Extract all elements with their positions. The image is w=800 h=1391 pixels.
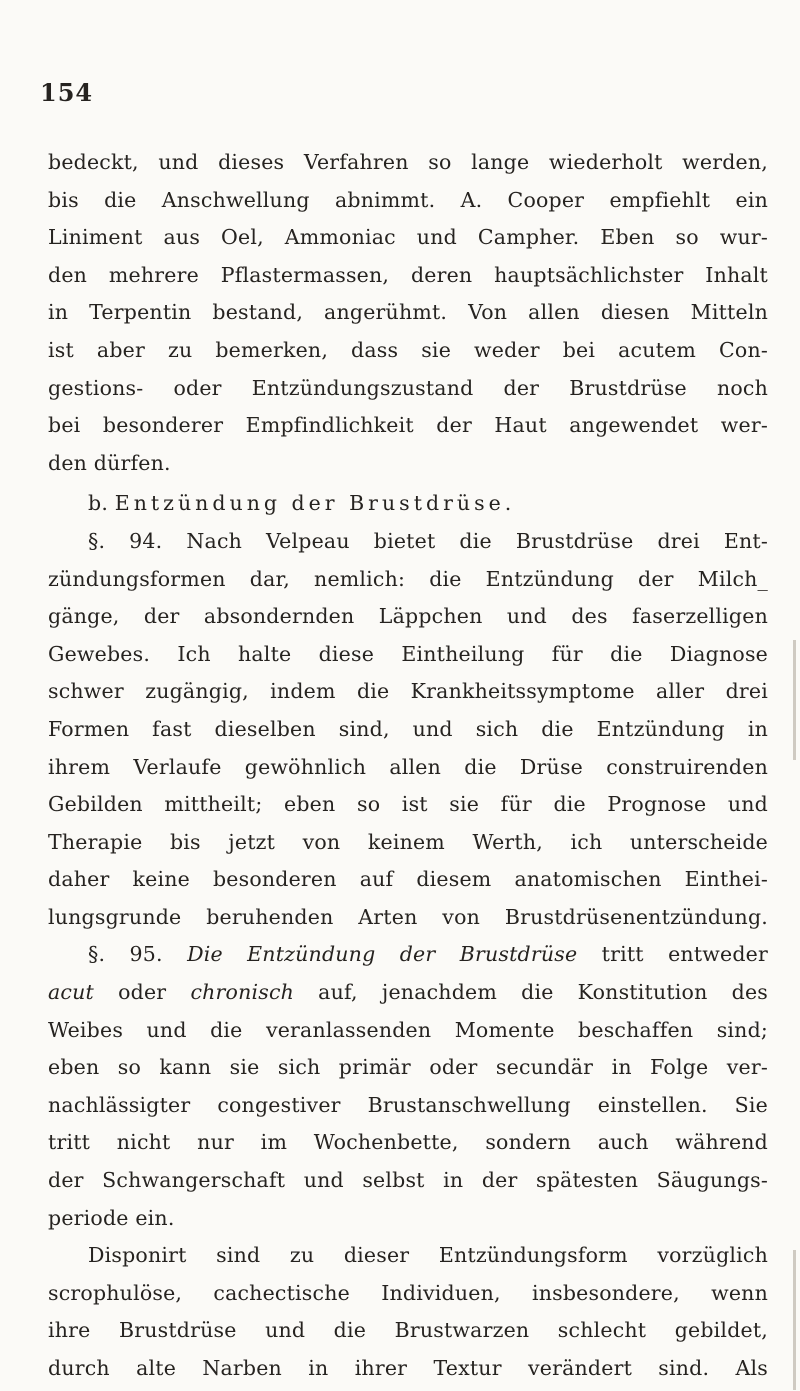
section-heading-title: Entzündung der Brustdrüse.: [114, 491, 516, 516]
text-line: [48, 936, 768, 974]
text-line: scrophulöse, cachectische Individuen, insbesondere, wenn: [48, 1280, 768, 1305]
text-fragment: auf, jenachdem die Konstitution des: [318, 980, 768, 1005]
text-line: Gewebes. Ich halte diese Eintheilung für die Diagnose: [48, 641, 768, 666]
text-line: ihrem Verlaufe gewöhnlich allen die Drüse construirenden: [48, 754, 768, 779]
paragraph-number: §. 95.: [88, 942, 163, 967]
text-line: zündungsformen dar, nemlich: die Entzündung der Milch_: [48, 566, 768, 591]
text-line: [48, 974, 768, 1012]
text-line: bei besonderer Empfindlichkeit der Haut angewendet wer-: [48, 413, 768, 438]
body-text: [48, 144, 768, 1388]
text-line: eben so kann sie sich primär oder secundär in Folge ver-: [48, 1055, 768, 1080]
text-line: gestions- oder Entzündungszustand der Brustdrüse noch: [48, 375, 768, 400]
text-line: bis die Anschwellung abnimmt. A. Cooper empfiehlt ein: [48, 187, 768, 212]
italic-term: acut: [48, 980, 94, 1005]
italic-term: Die Entzündung der Brustdrüse: [187, 942, 578, 967]
text-line: Therapie bis jetzt von keinem Werth, ich unterscheide: [48, 829, 768, 854]
text-line: bedeckt, und dieses Verfahren so lange wiederholt werden,: [48, 150, 768, 174]
text-line: ist aber zu bemerken, dass sie weder bei acutem Con-: [48, 337, 768, 362]
section-heading: [48, 485, 768, 523]
text-line: schwer zugängig, indem die Krankheitssymptome aller drei: [48, 679, 768, 704]
text-line: durch alte Narben in ihrer Textur verändert sind. Als: [48, 1356, 768, 1380]
section-heading-prefix: b.: [88, 491, 109, 516]
text-line: nachlässigter congestiver Brustanschwellung einstellen. Sie: [48, 1092, 768, 1117]
text-fragment: tritt entweder: [601, 942, 768, 967]
text-line: den dürfen.: [48, 450, 171, 475]
text-line: §. 94. Nach Velpeau bietet die Brustdrüse drei Ent-: [88, 528, 768, 553]
text-line: Liniment aus Oel, Ammoniac und Campher. Eben so wur-: [48, 225, 768, 250]
page-edge-shadow: [793, 640, 796, 760]
text-line: Weibes und die veranlassenden Momente beschaffen sind;: [48, 1017, 768, 1042]
text-line: Gebilden mittheilt; eben so ist sie für die Prognose und: [48, 792, 768, 817]
text-line: periode ein.: [48, 1205, 175, 1230]
page-number: 154: [40, 78, 94, 107]
text-line: den mehrere Pflastermassen, deren hauptsächlichster Inhalt: [48, 262, 768, 287]
text-fragment: oder: [118, 980, 167, 1005]
text-line: Disponirt sind zu dieser Entzündungsform vorzüglich: [88, 1243, 768, 1268]
text-line: Formen fast dieselben sind, und sich die Entzündung in: [48, 716, 768, 741]
text-line: ihre Brustdrüse und die Brustwarzen schlecht gebildet,: [48, 1318, 768, 1343]
italic-term: chronisch: [190, 980, 295, 1005]
text-line: in Terpentin bestand, angerühmt. Von allen diesen Mitteln: [48, 300, 768, 325]
text-line: tritt nicht nur im Wochenbette, sondern auch während: [48, 1130, 768, 1155]
text-line: der Schwangerschaft und selbst in der spätesten Säugungs-: [48, 1168, 768, 1193]
text-line: gänge, der absondernden Läppchen und des faserzelligen: [48, 604, 768, 629]
text-line: lungsgrunde beruhenden Arten von Brustdrüsenentzündung.: [48, 904, 768, 929]
page-edge-shadow: [793, 1250, 796, 1390]
text-line: daher keine besonderen auf diesem anatomischen Einthei-: [48, 867, 768, 892]
